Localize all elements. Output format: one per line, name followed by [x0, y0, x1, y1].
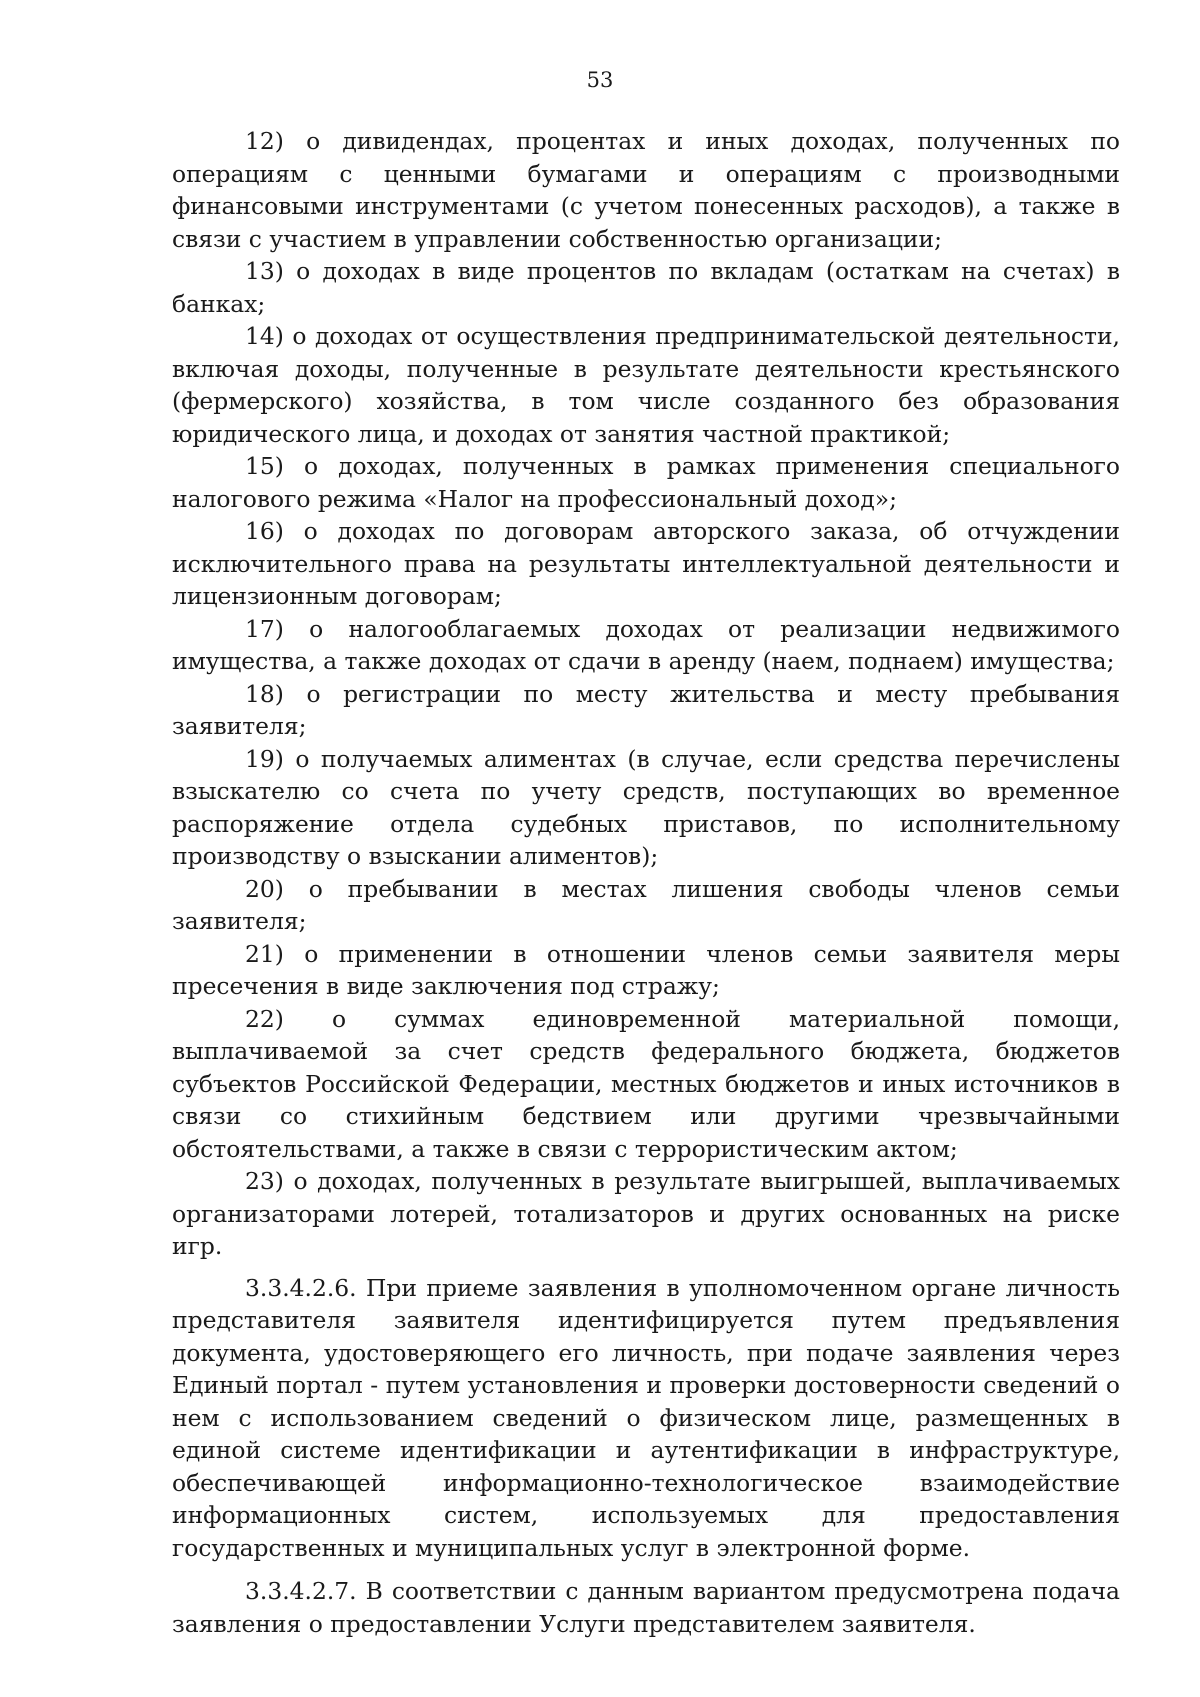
- section-3-3-4-2-6: 3.3.4.2.6. При приеме заявления в уполномоченном органе личность представителя заявителя идентифицируется путем предъявления документа, удостоверяющего его личность, при подаче заявления через Единый портал - путем установления и проверки достоверности сведений о нем с использованием сведений о физическом лице, размещенных в единой системе идентификации и аутентификации в инфраструктуре, обеспечивающей информационно-технологическое взаимодействие информационных систем, используемых для предоставления государственных и муниципальных услуг в электронной форме.: [172, 1273, 1120, 1562]
- list-item-21: 21) о применении в отношении членов семьи заявителя меры пресечения в виде заключения под стражу;: [172, 939, 1120, 1000]
- list-item-20: 20) о пребывании в местах лишения свободы членов семьи заявителя;: [172, 874, 1120, 935]
- list-item-23: 23) о доходах, полученных в результате выигрышей, выплачиваемых организаторами лотерей, тотализаторов и других основанных на риске игр.: [172, 1167, 1120, 1260]
- list-item-12: 12) о дивидендах, процентах и иных доходах, полученных по операциям с ценными бумагами и операциям с производными финансовыми инструментами (с учетом понесенных расходов), а также в связи с участием в управлении собственностью организации;: [172, 127, 1120, 253]
- document-body: [172, 125, 1120, 1640]
- page-number: 53: [586, 68, 614, 92]
- list-item-17: 17) о налогооблагаемых доходах от реализации недвижимого имущества, а также доходах от сдачи в аренду (наем, поднаем) имущества;: [172, 614, 1120, 675]
- section-3-3-4-2-7: 3.3.4.2.7. В соответствии с данным вариантом предусмотрена подача заявления о предоставлении Услуги представителем заявителя.: [172, 1577, 1120, 1638]
- list-item-15: 15) о доходах, полученных в рамках применения специального налогового режима «Налог на профессиональный доход»;: [172, 452, 1120, 513]
- list-item-18: 18) о регистрации по месту жительства и месту пребывания заявителя;: [172, 679, 1120, 740]
- list-item-19: 19) о получаемых алиментах (в случае, если средства перечислены взыскателю со счета по учету средств, поступающих во временное распоряжение отдела судебных приставов, по исполнительному производству о взыскании алиментов);: [172, 744, 1120, 870]
- list-item-22: 22) о суммах единовременной материальной помощи, выплачиваемой за счет средств федерального бюджета, бюджетов субъектов Российской Федерации, местных бюджетов и иных источников в связи со стихийным бедствием или другими чрезвычайными обстоятельствами, а также в связи с террористическим актом;: [172, 1004, 1120, 1163]
- list-item-14: 14) о доходах от осуществления предпринимательской деятельности, включая доходы, полученные в результате деятельности крестьянского (фермерского) хозяйства, в том числе созданного без образования юридического лица, и доходах от занятия частной практикой;: [172, 322, 1120, 448]
- list-item-16: 16) о доходах по договорам авторского заказа, об отчуждении исключительного права на результаты интеллектуальной деятельности и лицензионным договорам;: [172, 517, 1120, 610]
- list-item-13: 13) о доходах в виде процентов по вкладам (остаткам на счетах) в банках;: [172, 257, 1120, 318]
